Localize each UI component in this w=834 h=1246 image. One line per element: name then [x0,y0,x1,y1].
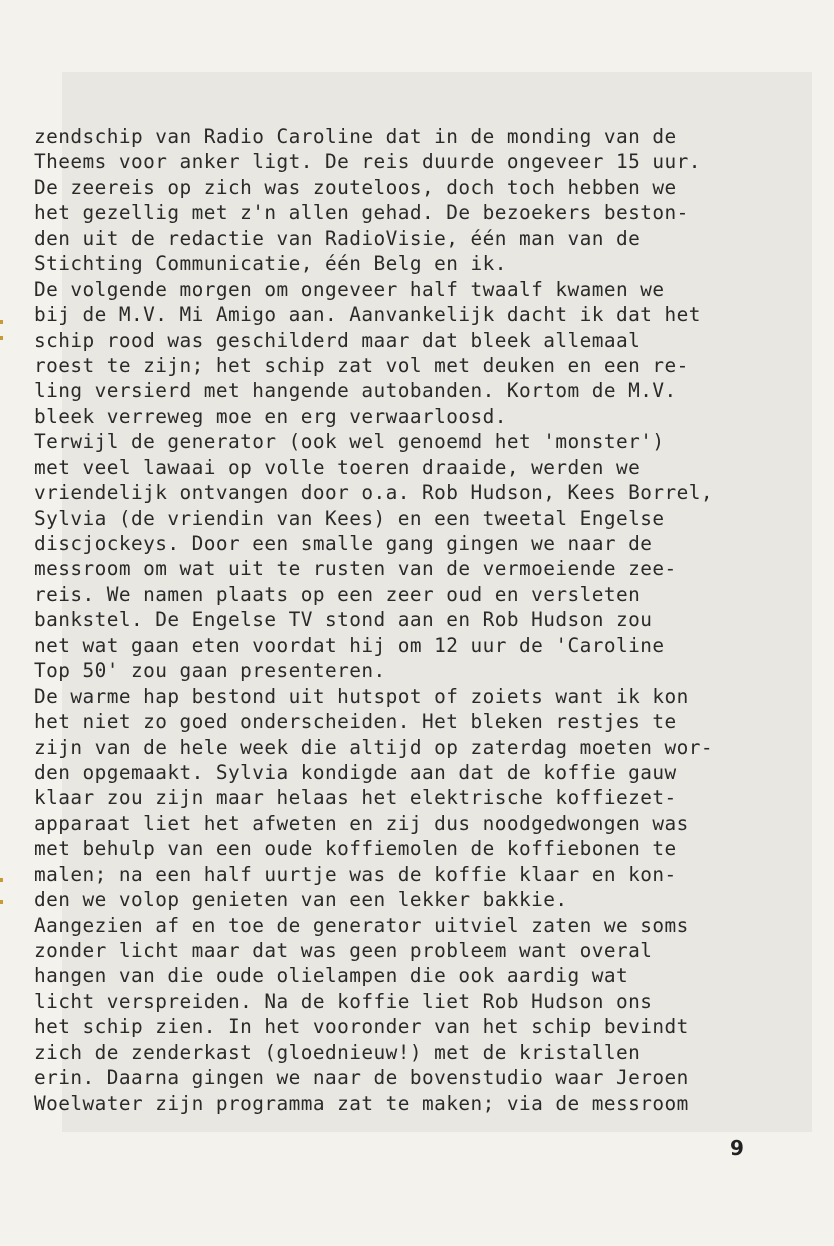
text-line: het niet zo goed onderscheiden. Het bleken restjes te [34,710,677,734]
text-line: messroom om wat uit te rusten van de vermoeiende zee- [34,557,677,581]
text-line: net wat gaan eten voordat hij om 12 uur de 'Caroline [34,633,665,657]
text-line: Stichting Communicatie, één Belg en ik. [34,252,507,276]
text-line: discjockeys. Door een smalle gang gingen we naar de [34,532,653,555]
text-line: den uit de redactie van RadioVisie, één man van de [34,226,641,250]
text-line: klaar zou zijn maar helaas het elektrische koffiezet- [34,786,677,810]
text-line: Sylvia (de vriendin van Kees) en een tweetal Engelse [34,506,665,530]
text-line: Terwijl de generator (ook wel genoemd het 'monster') [34,430,665,454]
text-line: zendschip van Radio Caroline dat in de monding van de [34,125,677,148]
text-line: zich de zenderkast (gloednieuw!) met de kristallen [34,1040,641,1064]
text-line: bleek verreweg moe en erg verwaarloosd. [34,404,507,428]
text-line: erin. Daarna gingen we naar de bovenstudio waar Jeroen [34,1066,689,1090]
text-line: het gezellig met z'n allen gehad. De bezoekers beston- [34,201,689,225]
text-line: den we volop genieten van een lekker bakkie. [34,888,568,912]
text-line: reis. We namen plaats op een zeer oud en versleten [34,582,641,606]
text-line: Woelwater zijn programma zat te maken; via de messroom [34,1091,689,1115]
text-line: met veel lawaai op volle toeren draaide, werden we [34,455,641,479]
text-line: vriendelijk ontvangen door o.a. Rob Hudson, Kees Borrel, [34,481,713,505]
text-line: De zeereis op zich was zouteloos, doch toch hebben we [34,175,677,199]
text-line: apparaat liet het afweten en zij dus noodgedwongen was [34,811,689,835]
body-text [34,124,794,1116]
edge-mark [0,320,3,324]
text-line: bij de M.V. Mi Amigo aan. Aanvankelijk dacht ik dat het [34,303,701,327]
text-line: De warme hap bestond uit hutspot of zoiets want ik kon [34,684,689,708]
text-line: schip rood was geschilderd maar dat bleek allemaal [34,328,641,352]
edge-mark [0,336,3,340]
text-line: Top 50' zou gaan presenteren. [34,659,386,683]
text-line: zijn van de hele week die altijd op zaterdag moeten wor- [34,735,713,759]
text-line: roest te zijn; het schip zat vol met deuken en een re- [34,353,689,377]
page-number: 9 [730,1136,744,1160]
text-line: De volgende morgen om ongeveer half twaalf kwamen we [34,277,665,301]
text-line: hangen van die oude olielampen die ook aardig wat [34,964,629,988]
text-line: licht verspreiden. Na de koffie liet Rob Hudson ons [34,989,653,1013]
text-line: het schip zien. In het vooronder van het schip bevindt [34,1015,689,1039]
text-line: bankstel. De Engelse TV stond aan en Rob Hudson zou [34,608,653,632]
text-line: Theems voor anker ligt. De reis duurde ongeveer 15 uur. [34,150,701,174]
text-line: malen; na een half uurtje was de koffie klaar en kon- [34,862,677,886]
text-line: Aangezien af en toe de generator uitviel zaten we soms [34,913,689,937]
text-line: den opgemaakt. Sylvia kondigde aan dat de koffie gauw [34,760,677,784]
edge-mark [0,878,3,882]
text-line: met behulp van een oude koffiemolen de koffiebonen te [34,837,677,861]
edge-mark [0,900,3,904]
text-line: zonder licht maar dat was geen probleem want overal [34,939,653,962]
text-line: ling versierd met hangende autobanden. Kortom de M.V. [34,379,677,403]
